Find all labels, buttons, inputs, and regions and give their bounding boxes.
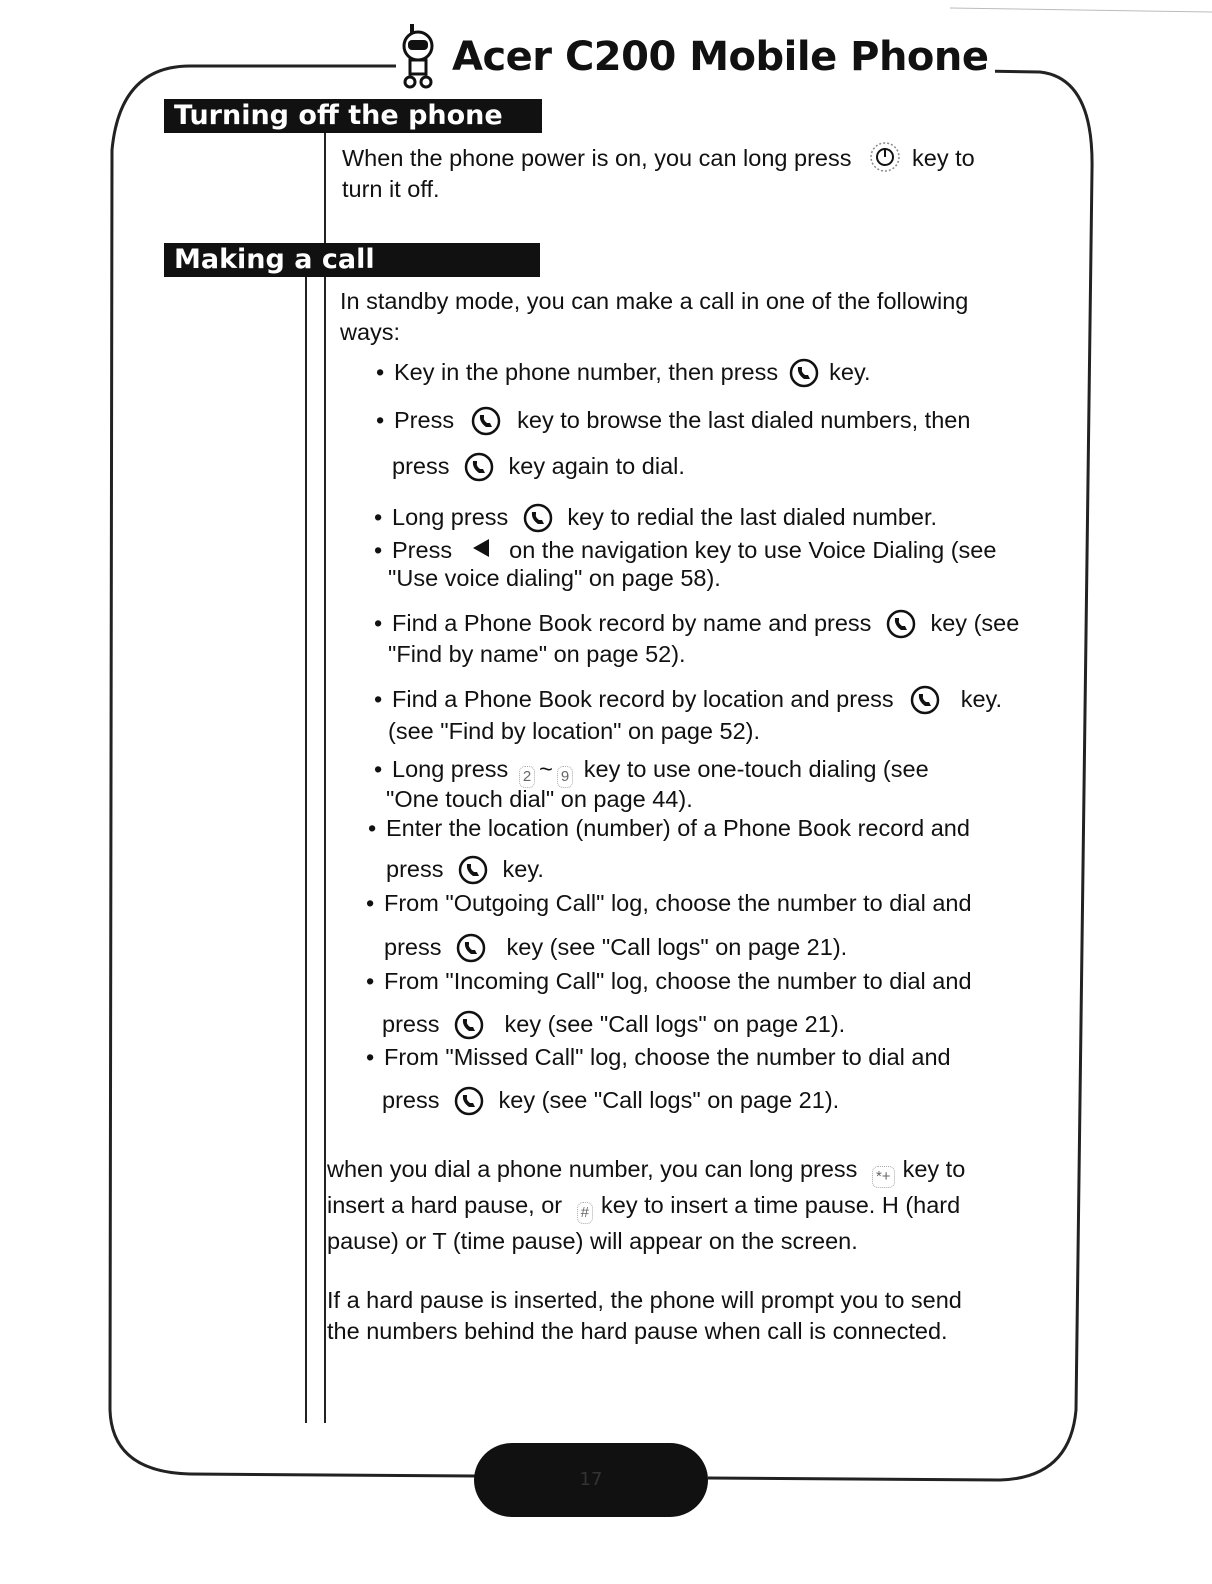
list-item-continued: "Use voice dialing" on page 58).	[388, 565, 721, 591]
list-item-continued: (see "Find by location" on page 52).	[388, 718, 761, 744]
list-item-continued: press key.	[386, 854, 544, 885]
list-item-continued: press key again to dial.	[392, 451, 685, 482]
section-heading-making-call: Making a call	[164, 243, 540, 277]
hash-key-icon: #	[577, 1202, 593, 1224]
list-item-continued: "Find by name" on page 52).	[388, 641, 686, 667]
making-call-intro: In standby mode, you can make a call in one of the following ways:	[340, 288, 969, 345]
list-item: • From "Incoming Call" log, choose the number to dial and	[366, 968, 972, 994]
call-key-icon	[464, 452, 494, 482]
call-key-icon	[456, 933, 486, 963]
turning-off-text: When the phone power is on, you can long press key to turn it off.	[342, 140, 1072, 205]
list-item-continued: press key (see "Call logs" on page 21).	[382, 1009, 845, 1040]
list-item-continued: press key (see "Call logs" on page 21).	[384, 932, 847, 963]
page-title: Acer C200 Mobile Phone	[446, 34, 995, 80]
key-2-icon: 2	[519, 766, 535, 788]
page-number: 17	[474, 1443, 708, 1517]
call-key-icon	[523, 503, 553, 533]
list-item: • From "Missed Call" log, choose the number to dial and	[366, 1044, 951, 1070]
call-key-icon	[454, 1010, 484, 1040]
call-key-icon	[471, 406, 501, 436]
hard-pause-paragraph: If a hard pause is inserted, the phone will prompt you to send the numbers behind the hard pause when call is connected.	[327, 1287, 962, 1344]
list-item: • Long press 2 ~ 9 key to use one-touch dialing (see	[374, 754, 929, 788]
list-item: • Press on the navigation key to use Voice Dialing (see	[374, 537, 997, 563]
list-item: • Press key to browse the last dialed numbers, then	[376, 405, 970, 436]
list-item-continued: press key (see "Call logs" on page 21).	[382, 1085, 839, 1116]
call-key-icon	[910, 685, 940, 715]
section-heading-turning-off: Turning off the phone	[164, 99, 542, 133]
robot-mascot-icon	[396, 22, 440, 92]
list-item: • Find a Phone Book record by name and press key (see	[374, 608, 1019, 639]
call-key-icon	[454, 1086, 484, 1116]
call-key-icon	[458, 855, 488, 885]
call-key-icon	[886, 609, 916, 639]
pause-paragraph: when you dial a phone number, you can long press *+ key to insert a hard pause, or # key to insert a time pause. H (hard pause) or T (time pause) will appear on the screen.	[327, 1156, 966, 1254]
margin-rule	[305, 277, 307, 1423]
key-9-icon: 9	[557, 766, 573, 788]
list-item-continued: "One touch dial" on page 44).	[386, 786, 693, 812]
list-item: • From "Outgoing Call" log, choose the number to dial and	[366, 890, 972, 916]
star-key-icon: *+	[872, 1166, 895, 1188]
list-item: • Long press key to redial the last dialed number.	[374, 502, 937, 533]
list-item: • Key in the phone number, then press key.	[376, 357, 871, 388]
power-key-icon	[868, 140, 902, 174]
list-item: • Enter the location (number) of a Phone Book record and	[368, 815, 970, 841]
margin-rule	[324, 133, 326, 248]
nav-left-arrow-icon	[473, 539, 489, 557]
call-key-icon	[789, 358, 819, 388]
margin-rule	[324, 277, 326, 1423]
list-item: • Find a Phone Book record by location and press key.	[374, 684, 1002, 715]
